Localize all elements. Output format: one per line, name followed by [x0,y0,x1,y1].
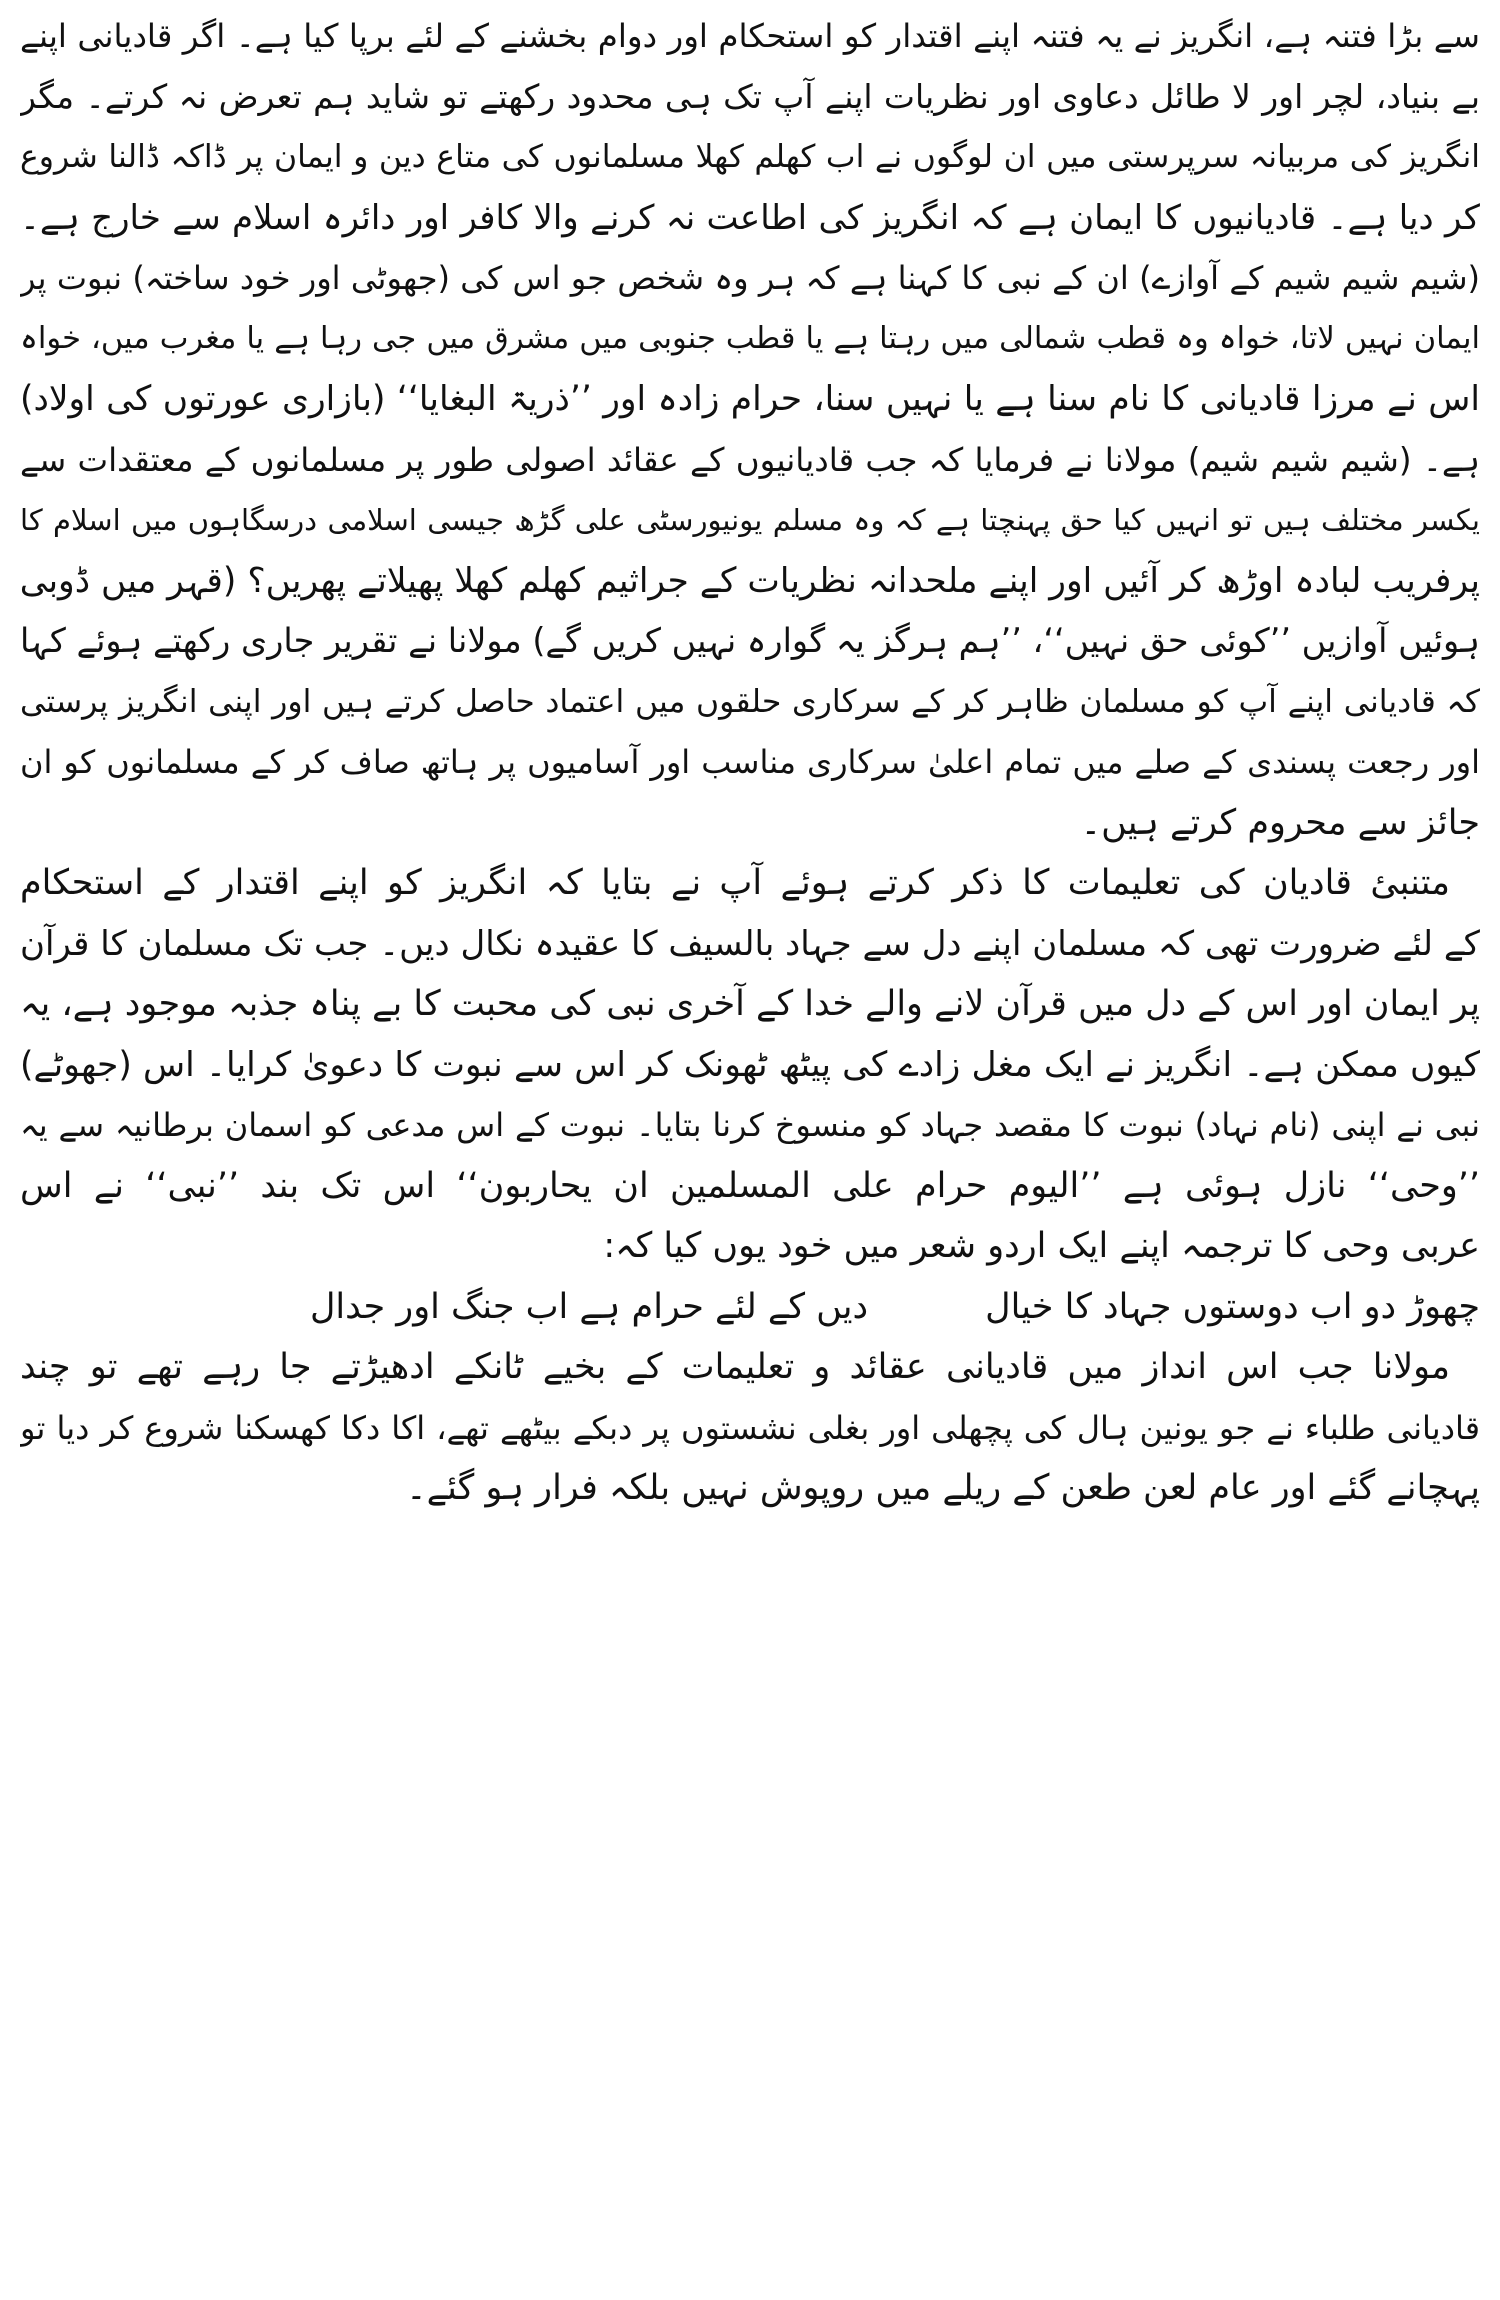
text-line: قادیانی طلباء نے جو یونین ہال کی پچھلی اور بغلی نشستوں پر دبکے بیٹھے تھے، اکا دکا کھسکنا شروع کر دیا تو [20,1408,1480,1447]
text-line: انگریز کی مربیانہ سرپرستی میں ان لوگوں نے اب کھلم کھلا مسلمانوں کی متاع دین و ایمان پر ڈاکہ ڈالنا شروع [20,139,1480,175]
text-line: ایمان نہیں لاتا، خواہ وہ قطب شمالی میں رہتا ہے یا قطب جنوبی میں مشرق میں جی رہا ہے یا مغرب میں، خواہ [20,320,1480,356]
text-line: ہے۔ (شیم شیم شیم) مولانا نے فرمایا کہ جب قادیانیوں کے عقائد اصولی طور پر مسلمانوں کے معتقدات سے [20,440,1480,479]
text-line: ہوئیں آوازیں ’’کوئی حق نہیں‘‘، ’’ہم ہرگز یہ گوارہ نہیں کریں گے) مولانا نے تقریر جاری رکھتے ہوئے کہا [20,621,1480,660]
paragraph-end-line: عربی وحی کا ترجمہ اپنے ایک اردو شعر میں خود یوں کیا کہ: [603,1226,1480,1266]
urdu-couplet [20,1277,1480,1338]
text-line: کر دیا ہے۔ قادیانیوں کا ایمان ہے کہ انگریز کی اطاعت نہ کرنے والا کافر اور دائرہ اسلام سے خارج ہے۔ [20,197,1480,238]
couplet-first-verse: چھوڑ دو اب دوستوں جہاد کا خیال [985,1286,1480,1327]
text-line: ’’وحی‘‘ نازل ہوئی ہے ’’الیوم حرام علی المسلمین ان یحاربون‘‘ اس تک بند ’’نبی‘‘ نے اس [20,1165,1480,1206]
text-line: بے بنیاد، لچر اور لا طائل دعاوی اور نظریات اپنے آپ تک ہی محدود رکھتے تو شاید ہم تعرض نہ کرتے۔ مگر [20,76,1480,116]
text-line: اس نے مرزا قادیانی کا نام سنا ہے یا نہیں سنا، حرام زادہ اور ’’ذریۃ البغایا‘‘ (بازاری عورتوں کی اولاد) [20,379,1480,419]
text-line: پرفریب لبادہ اوڑھ کر آئیں اور اپنے ملحدانہ نظریات کے جراثیم کھلم کھلا پھیلاتے پھریں؟ (قہر میں ڈوبی [20,560,1480,601]
paragraph-end-line: جائز سے محروم کرتے ہیں۔ [1080,802,1480,843]
text-line: (شیم شیم شیم کے آوازے) ان کے نبی کا کہنا ہے کہ ہر وہ شخص جو اس کی (جھوٹی اور خود ساختہ) نبوت پر [20,259,1480,297]
text-line: کیوں ممکن ہے۔ انگریز نے ایک مغل زادے کی پیٹھ ٹھونک کر اس سے نبوت کا دعویٰ کرایا۔ اس (جھوٹے) [20,1044,1480,1085]
paragraph-start-line: متنبیٔ قادیان کی تعلیمات کا ذکر کرتے ہوئے آپ نے بتایا کہ انگریز کو اپنے اقتدار کے استحکام [20,863,1450,903]
paragraph-start-line: مولانا جب اس انداز میں قادیانی عقائد و تعلیمات کے بخیے ٹانکے ادھیڑتے جا رہے تھے تو چند [20,1347,1450,1387]
document-page [20,6,1480,2294]
text-line: کہ قادیانی اپنے آپ کو مسلمان ظاہر کر کے سرکاری حلقوں میں اعتماد حاصل کرتے ہیں اور اپنی انگریز پرستی [20,683,1480,720]
text-line: یکسر مختلف ہیں تو انہیں کیا حق پہنچتا ہے کہ وہ مسلم یونیورسٹی علی گڑھ جیسی اسلامی درسگاہوں میں اسلام کا [20,503,1480,537]
text-line: پر ایمان اور اس کے دل میں قرآن لانے والے خدا کے آخری نبی کی محبت کا بے پناہ جذبہ موجود ہے، یہ [20,984,1480,1024]
couplet-second-verse: دیں کے لئے حرام ہے اب جنگ اور جدال [310,1286,869,1327]
text-line: اور رجعت پسندی کے صلے میں تمام اعلیٰ سرکاری مناسب اور آسامیوں پر ہاتھ صاف کر کے مسلمانوں کو ان [20,743,1480,781]
text-line: سے بڑا فتنہ ہے، انگریز نے یہ فتنہ اپنے اقتدار کو استحکام اور دوام بخشنے کے لئے برپا کیا ہے۔ اگر قادیانی اپنے [20,17,1480,55]
text-line: کے لئے ضرورت تھی کہ مسلمان اپنے دل سے جہاد بالسیف کا عقیدہ نکال دیں۔ جب تک مسلمان کا قرآن [20,923,1480,964]
paragraph-end-line: پہچانے گئے اور عام لعن طعن کے ریلے میں روپوش نہیں بلکہ فرار ہو گئے۔ [406,1468,1480,1508]
text-line: نبی نے اپنی (نام نہاد) نبوت کا مقصد جہاد کو منسوخ کرنا بتایا۔ نبوت کے اس مدعی کو اسمان برطانیہ سے یہ [20,1106,1480,1144]
